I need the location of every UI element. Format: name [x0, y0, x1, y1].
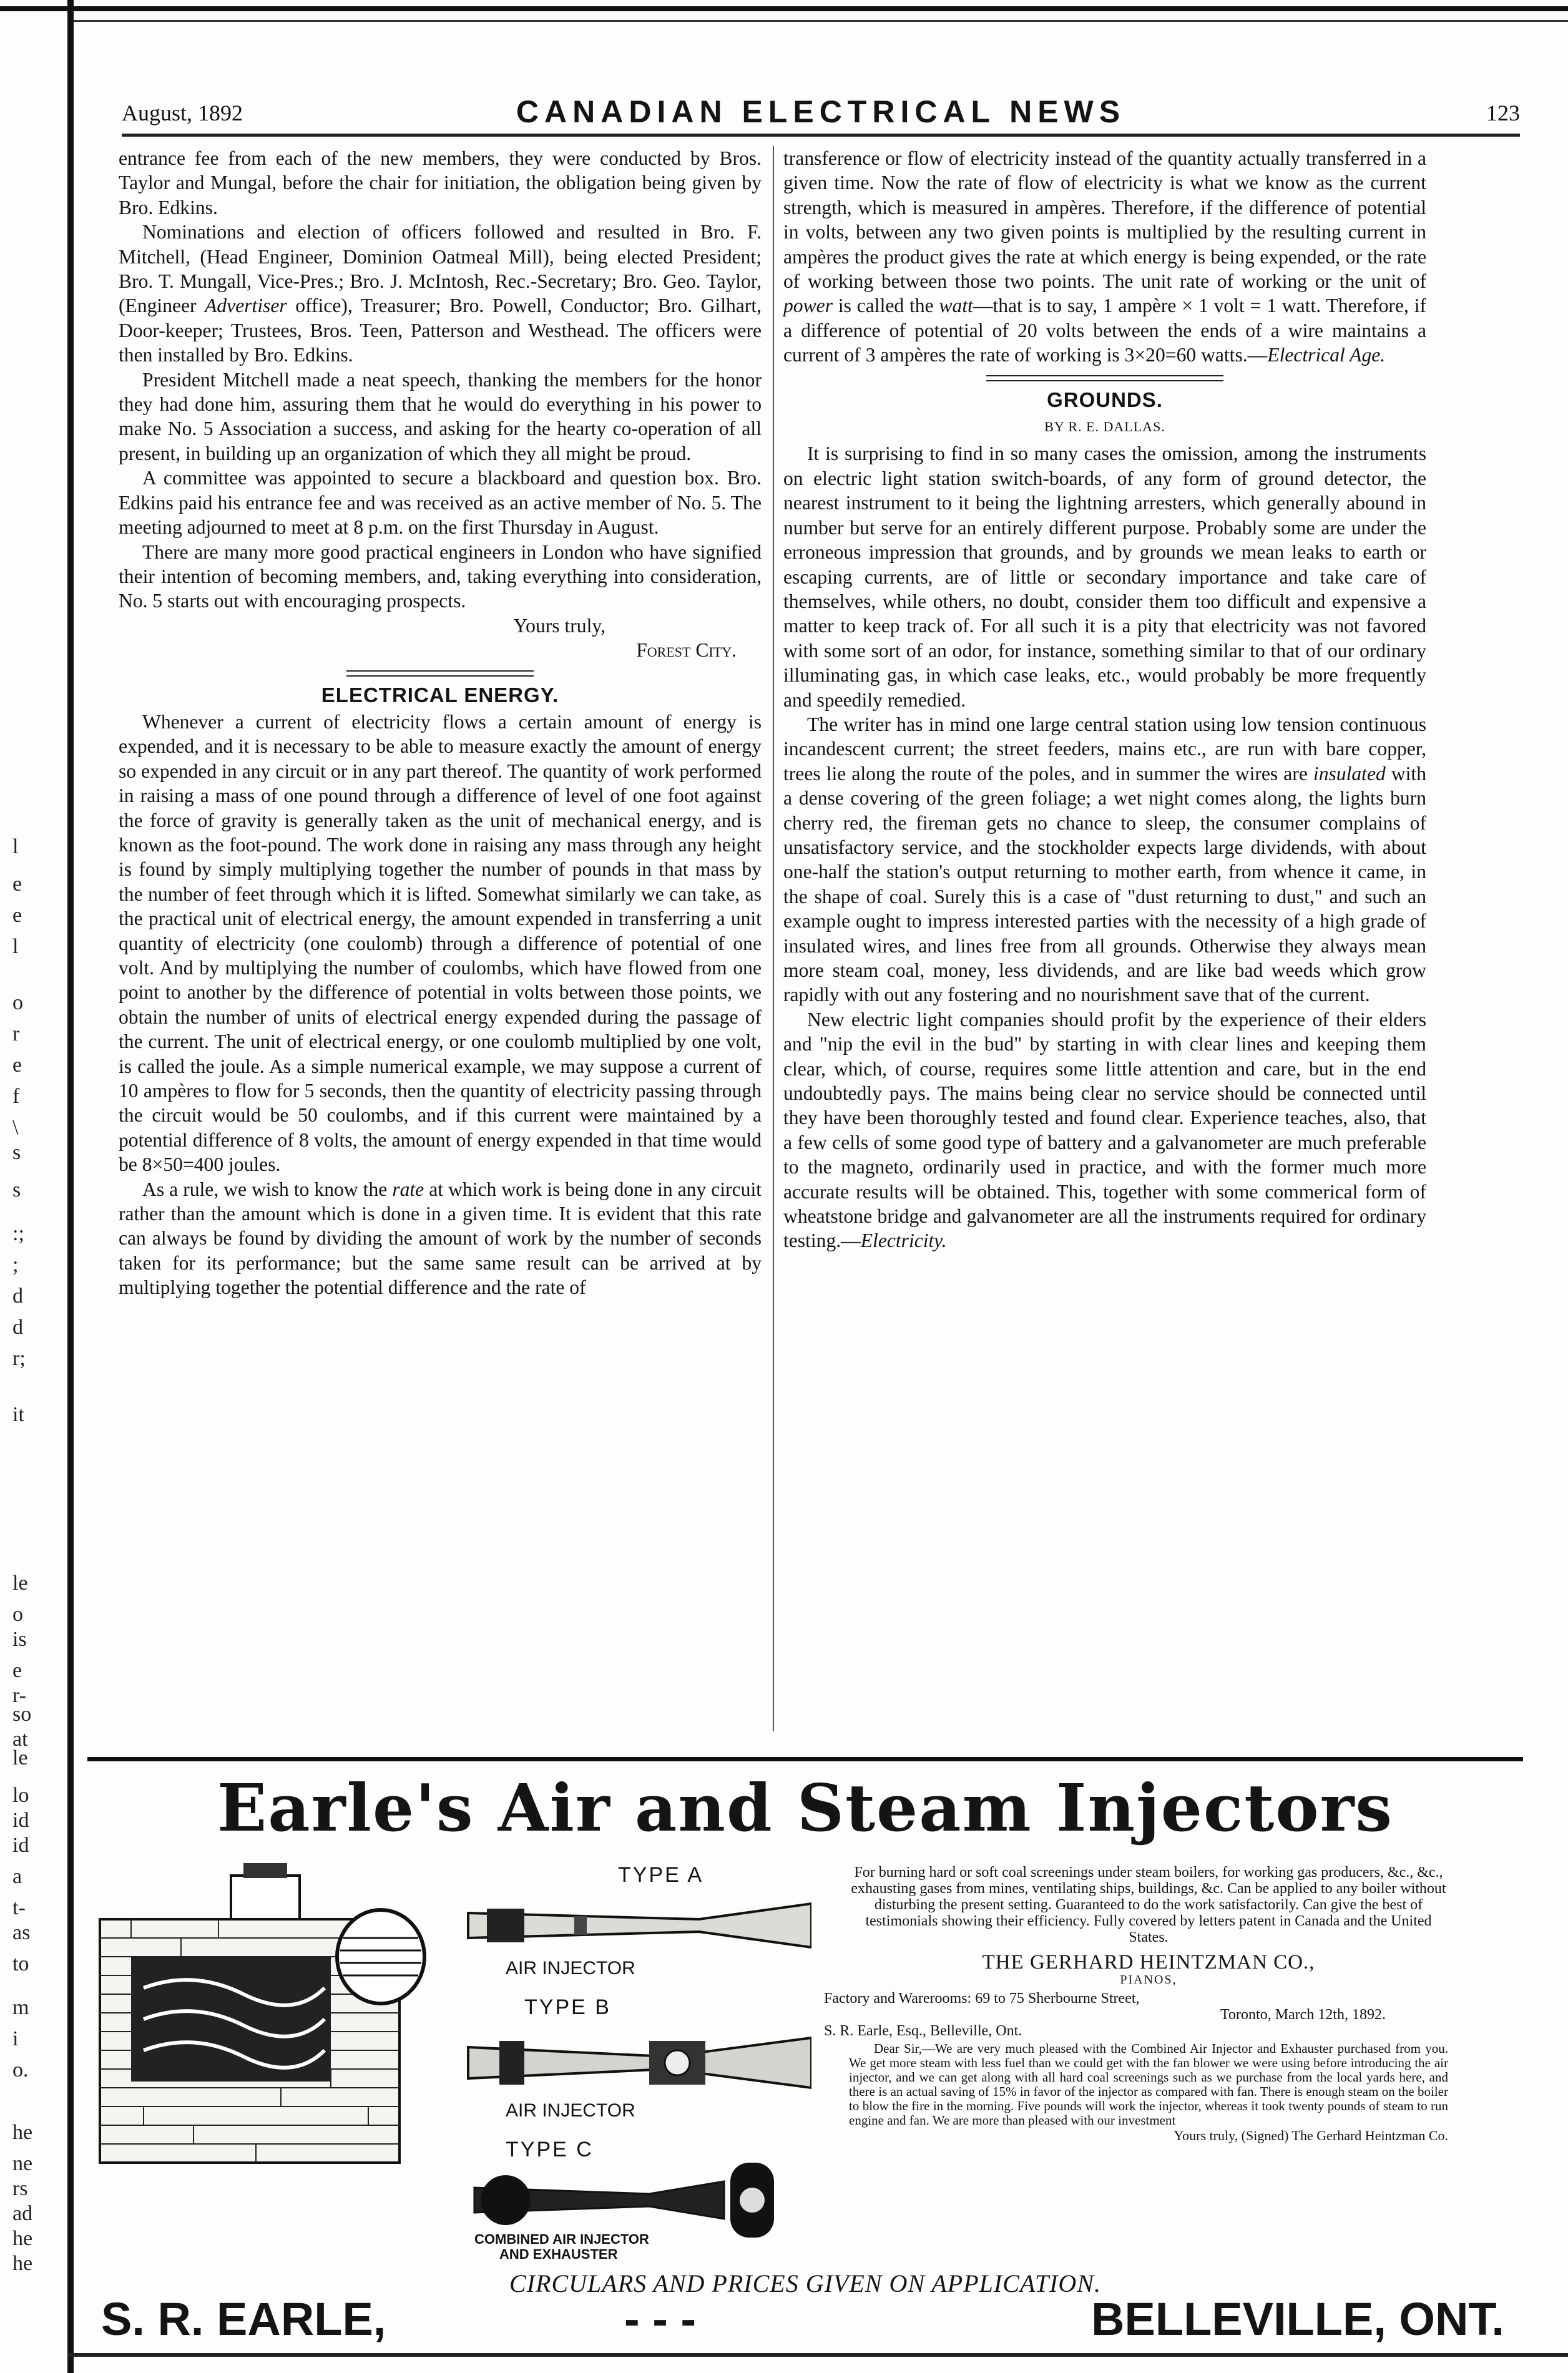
binding-edge-rule — [67, 0, 74, 2373]
paragraph: As a rule, we wish to know the rate at which work is being done in any circuit rather than the amount which is done in a given time. It is evident that this rate can always be found by dividing the amount of work by the number of seconds taken for its performance; but the same same result can be arrived at by multiplying together the potential difference and the rate of — [119, 1178, 762, 1299]
top-border-rule — [0, 6, 1568, 11]
boiler-furnace-illustration — [94, 1863, 443, 2169]
bottom-border-rule — [67, 2353, 1568, 2357]
type-c-injector-drawing — [462, 2163, 836, 2238]
page-number: 123 — [1486, 100, 1520, 125]
advertiser-footer — [87, 2292, 1523, 2345]
paragraph: It is surprising to find in so many cases the omission, among the instruments on electric light station switch-boards, of any form of ground detector, the nearest instrument to it being the lightning arresters, which generally abound in number but serve for an entirely different purpose. Probably some are under the erroneous impression that grounds, and by grounds we mean leaks to earth or escaping currents, are of little or secondary importance and take care of themselves, while others, no doubt, consider them too difficult and expensive a matter to keep track of. For all such it is a pity that electricity was not favored with some sort of an odor, for instance, something similar to that of our ordinary illuminating gas, in which case leaks, etc., would probably be more frequently and speedily remedied. — [783, 443, 1426, 711]
margin-fragment: he — [12, 2121, 33, 2144]
advertisement-intro: For burning hard or soft coal screenings under steam boilers, for working gas producers, &c., &c., exhausting gases from mines, ventilating ships, buildings, &c. Can be applied to any boiler without disturbing the present setting. Guaranteed to do the work satisfactorily. Can give the best of testimonials showing their efficiency. Fully covered by letters patent in Canada and the United States. — [851, 1864, 1446, 1945]
paragraph: A committee was appointed to secure a blackboard and question box. Bro. Edkins paid his entrance fee and was received as an active member of No. 5. The meeting adjourned to meet at 8 p.m. on the first Thursday in August. — [119, 467, 762, 539]
advertisement — [87, 1757, 1523, 2345]
type-a-caption: AIR INJECTOR — [506, 1958, 635, 1979]
margin-fragment: r; — [12, 1347, 26, 1370]
margin-fragment: m — [12, 1996, 29, 2019]
margin-fragment: as — [12, 1921, 31, 1944]
margin-fragment: le — [12, 1572, 28, 1595]
paragraph: President Mitchell made a neat speech, thanking the members for the honor they had done him, assuring them that he would do everything in his power to make No. 5 Association a success, and asking for the hearty co-operation of all present, in building up an organization of which they all might be proud. — [119, 368, 762, 464]
margin-fragment: lo — [12, 1784, 29, 1807]
margin-fragment: it — [12, 1403, 24, 1426]
article-heading-electrical-energy: ELECTRICAL ENERGY. — [321, 683, 559, 707]
paragraph: Nominations and election of officers followed and resulted in Bro. F. Mitchell, (Head Engineer, Dominion Oatmeal Mill), being elected President; Bro. T. Mungall, Vice-Pres.; Bro. J. McIntosh, Rec.-Secretary; Bro. Geo. Taylor, (Engineer Advertiser office), Treasurer; Bro. Powell, Conductor; Bro. Gilhart, Door-keeper; Trustees, Bros. Teen, Patterson and Westhead. The officers were then installed by Bro. Edkins. — [119, 221, 762, 366]
masthead-title: CANADIAN ELECTRICAL NEWS — [516, 94, 1126, 129]
letter-signature: Forest City. — [636, 639, 737, 662]
margin-fragment: a — [12, 1865, 22, 1888]
paragraph: Whenever a current of electricity flows a certain amount of energy is expended, and it is necessary to be able to measure exactly the amount of energy so expended in any circuit or in any part thereof. The quantity of work performed in raising a mass of one pound through a difference of level of one foot against the force of gravity is generally taken as the unit of mechanical energy, and is known as the foot-pound. The work done in raising any mass through any height is found by simply multiplying together the number of pounds in that mass by the number of feet through which it is lifted. Somewhat similarly we can take, as the practical unit of electrical energy, the amount expended in transferring a unit quantity of electricity (one coulomb) through a difference of potential of one volt. And by multiplying the number of coulombs, which have flowed from one point to another by the difference of potential in volts between those points, we obtain the number of units of electrical energy expended during the passage of the current. The unit of electrical energy, or one coulomb multiplied by one volt, is called the joule. As a simple numerical example, we may suppose a current of 10 ampères to flow for 5 seconds, then the quantity of electricity passing through the circuit would be 50 coulombs, and if this current were maintained by a potential difference of 8 volts, the amount of energy expended in that time would be 8×50=400 joules. — [119, 710, 762, 1176]
testimonial-address: Factory and Warerooms: 69 to 75 Sherbourne Street, — [824, 1990, 1140, 2007]
type-b-caption: AIR INJECTOR — [506, 2100, 635, 2121]
advertisement-copy — [811, 1864, 1486, 2144]
margin-fragment: so — [12, 1703, 32, 1726]
advertisement-headline: Earle's Air and Steam Injectors — [217, 1769, 1393, 1846]
margin-fragment: f — [12, 1085, 20, 1108]
testimonial-company: THE GERHARD HEINTZMAN CO., — [982, 1951, 1315, 1974]
type-b-label: TYPE B — [524, 1995, 611, 2019]
margin-fragment: o. — [12, 2058, 29, 2082]
paragraph: entrance fee from each of the new members, they were conducted by Bros. Taylor and Mungal, before the chair for initiation, the obligation being given by Bro. Edkins. — [119, 147, 762, 218]
margin-fragment: at — [12, 1728, 28, 1751]
paragraph: There are many more good practical engineers in London who have signified their intention of becoming members, and, taking everything into consideration, No. 5 starts out with encouraging prospects. — [119, 541, 762, 612]
margin-fragment: ad — [12, 2202, 33, 2225]
margin-fragment: d — [12, 1316, 23, 1339]
margin-fragment: e — [12, 904, 22, 927]
advertiser-name: S. R. EARLE, — [101, 2293, 386, 2345]
testimonial-addressee: S. R. Earle, Esq., Belleville, Ont. — [824, 2023, 1022, 2039]
margin-fragment: id — [12, 1809, 29, 1832]
type-c-label: TYPE C — [506, 2138, 594, 2161]
advertiser-location: BELLEVILLE, ONT. — [1091, 2293, 1504, 2345]
margin-fragment: l — [12, 935, 19, 958]
margin-fragment: r- — [12, 1684, 26, 1707]
margin-fragment: to — [12, 1952, 29, 1975]
paragraph: The writer has in mind one large central station using low tension continuous incandescent current; the street feeders, mains etc., are run with bare copper, trees lie along the route of the poles, and in summer the wires are insulated with a dense covering of the green foliage; a wet night comes along, the lights burn cherry red, the fireman gets no chance to sleep, the consumer complains of unsatisfactory service, and the stockholder expects large dividends, with about one-half the station's output returning to mother earth, from whence it came, in the shape of coal. Surely this is a case of "dust returning to dust," and such an example ought to impress interested parties with the necessity of a high grade of insulated wires, and lines free from all grounds. Otherwise they always mean more steam coal, money, less dividends, and are like bad weeds which grow rapidly with out any fostering and no nourishment save that of the current. — [783, 713, 1426, 1006]
margin-fragment: r — [12, 1022, 20, 1045]
margin-fragment: is — [12, 1628, 27, 1651]
type-c-caption-2: AND EXHAUSTER — [499, 2246, 618, 2262]
margin-fragment: he — [12, 2227, 33, 2250]
margin-fragment: ; — [12, 1253, 19, 1276]
margin-fragment: ne — [12, 2152, 33, 2175]
running-head — [122, 94, 1520, 131]
type-a-injector-drawing — [462, 1891, 811, 1960]
type-a-label: TYPE A — [618, 1863, 704, 1887]
section-separator — [346, 670, 534, 677]
margin-fragment: :; — [12, 1222, 24, 1245]
margin-fragment: \ — [12, 1116, 19, 1139]
margin-fragment: s — [12, 1141, 21, 1164]
margin-fragment: e — [12, 873, 22, 896]
article-byline: BY R. E. DALLAS. — [1044, 419, 1165, 435]
margin-fragment: le — [12, 1746, 28, 1769]
column-divider — [773, 146, 774, 1731]
margin-fragment: i — [12, 2027, 19, 2050]
top-inner-rule — [74, 20, 1568, 22]
margin-fragment: rs — [12, 2177, 28, 2200]
margin-fragment: t- — [12, 1896, 26, 1919]
testimonial-closing: Yours truly, (Signed) The Gerhard Heintzman Co. — [1174, 2128, 1448, 2143]
header-rule — [122, 134, 1520, 137]
type-c-caption-1: COMBINED AIR INJECTOR — [474, 2231, 649, 2247]
margin-fragment: e — [12, 1659, 22, 1682]
circulars-notice: CIRCULARS AND PRICES GIVEN ON APPLICATION. — [509, 2269, 1101, 2297]
testimonial-letter: Dear Sir,—We are very much pleased with the Combined Air Injector and Exhauster purchased from you. We get more steam with less fuel than we could get with the fan blower we were using before introducing the air injector, and we can get along with all hard coal screenings such as we purchase from the local yards here, and there is an actual saving of 15% in favor of the injector as compared with fan. There is enough steam on the boiler to blow the fire in the morning. Five pounds will work the injector, whereas it took twenty pounds of steam to run engine and fan. We are more than pleased with our investment — [849, 2041, 1448, 2128]
type-b-injector-drawing — [462, 2022, 811, 2103]
margin-fragment: e — [12, 1054, 22, 1077]
section-separator — [986, 375, 1223, 381]
margin-fragment: l — [12, 835, 19, 858]
letter-closing: Yours truly, — [513, 614, 605, 637]
margin-fragment: o — [12, 1603, 23, 1626]
left-column — [119, 146, 762, 1300]
testimonial-company-trade: PIANOS, — [1120, 1973, 1177, 1987]
advertisement-rule — [87, 1757, 1523, 1761]
paragraph: transference or flow of electricity instead of the quantity actually transferred in a given time. Now the rate of flow of electricity is what we know as the current strength, which is measured in ampères. Therefore, if the difference of potential in volts, between any two given points is multiplied by the resulting current in ampères the product gives the rate at which energy is being expended, or the rate of working between those two points. The unit rate of working or the unit of power is called the watt—that is to say, 1 ampère × 1 volt = 1 watt. Therefore, if a difference of potential of 20 volts between the ends of a wire maintains a current of 3 ampères the rate of working is 3×20=60 watts.—Electrical Age. — [783, 147, 1426, 366]
testimonial-dateline: Toronto, March 12th, 1892. — [1220, 2007, 1386, 2023]
margin-fragment: id — [12, 1834, 29, 1857]
article-heading-grounds: GROUNDS. — [1047, 388, 1163, 411]
margin-fragment: o — [12, 991, 23, 1014]
margin-fragment: he — [12, 2252, 33, 2275]
right-column — [783, 146, 1426, 1253]
margin-fragment: d — [12, 1284, 23, 1308]
footer-dashes: - - - — [624, 2293, 697, 2345]
margin-fragment: s — [12, 1178, 21, 1201]
paragraph: New electric light companies should profit by the experience of their elders and "nip the evil in the bud" by starting in with clear lines and keeping them clear, which, of course, requires some little attention and care, but in the end undoubtedly pays. The mains being clear no service should be connected until they have been thoroughly tested and found clear. Experience teaches, also, that a few cells of some good type of battery and a galvanometer are much preferable to the magneto, ordinarily used in practice, and with the former much more accurate results will be obtained. This, together with some commerical form of wheatstone bridge and galvanometer are all the instruments required for ordinary testing.—Electricity. — [783, 1008, 1426, 1252]
issue-date: August, 1892 — [122, 100, 243, 125]
